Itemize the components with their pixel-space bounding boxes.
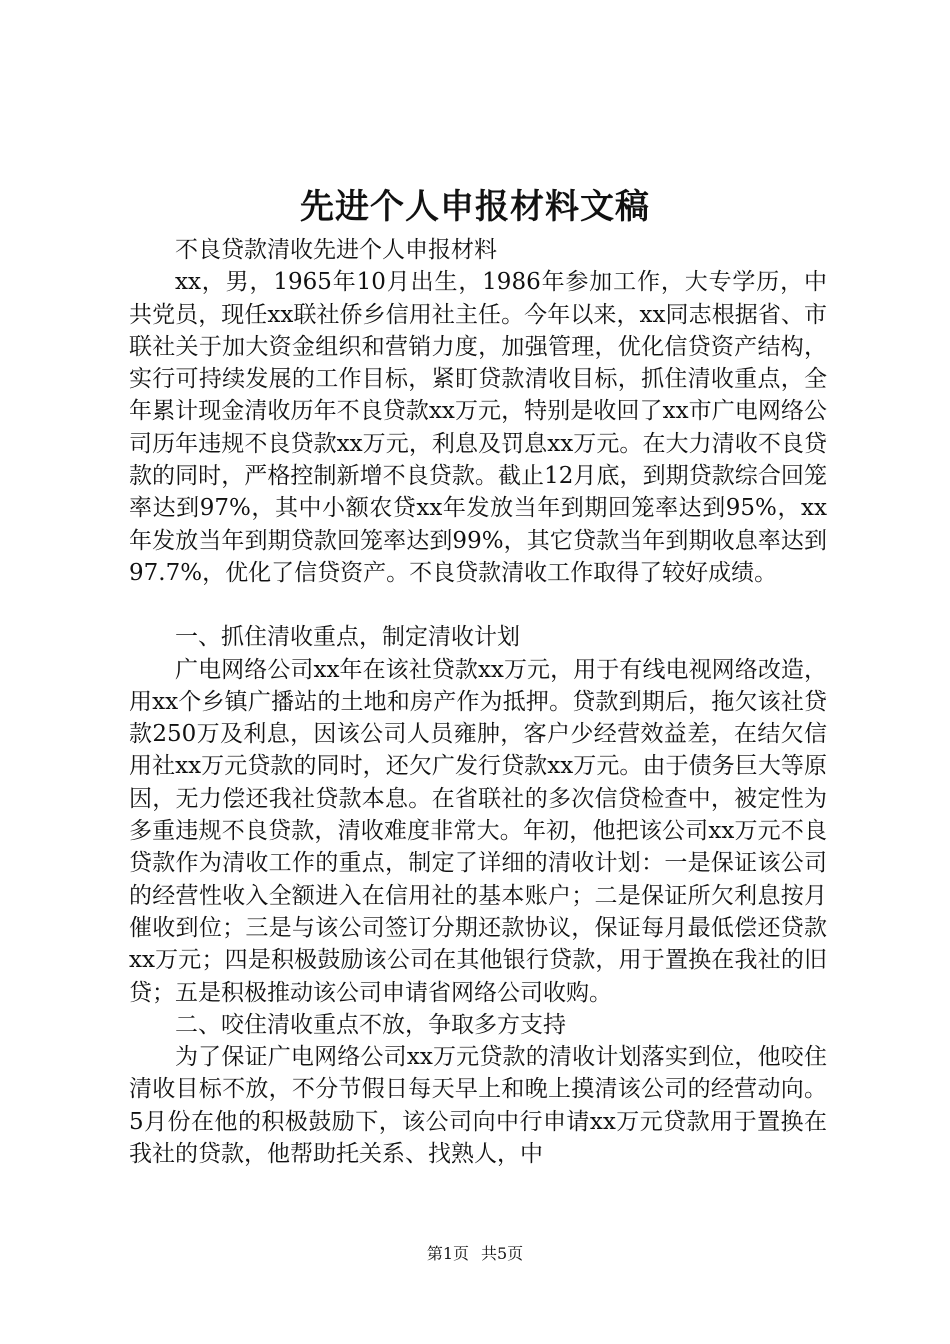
page-number: 第1页 <box>426 1244 469 1263</box>
paragraph-gap <box>129 589 827 621</box>
section-2-body: 为了保证广电网络公司xx万元贷款的清收计划落实到位，他咬住清收目标不放，不分节假日每天早上和晚上摸清该公司的经营动向。5月份在他的积极鼓励下，该公司向中行申请xx万元贷款用于置换在我社的贷款，他帮助托关系、找熟人，中 <box>129 1044 827 1168</box>
intro-paragraph: xx，男，1965年10月出生，1986年参加工作，大专学历，中共党员，现任xx联社侨乡信用社主任。今年以来，xx同志根据省、市联社关于加大资金组织和营销力度，加强管理，优化信贷资产结构，实行可持续发展的工作目标，紧盯贷款清收目标，抓住清收重点，全年累计现金清收历年不良贷款xx万元，特别是收回了xx市广电网络公司历年违规不良贷款xx万元，利息及罚息xx万元。在大力清收不良贷款的同时，严格控制新增不良贷款。截止12月底，到期贷款综合回笼率达到97%，其中小额农贷xx年发放当年到期回笼率达到95%，xx年发放当年到期贷款回笼率达到99%，其它贷款当年到期收息率达到97.7%，优化了信贷资产。不良贷款清收工作取得了较好成绩。 <box>129 269 827 586</box>
page-footer <box>0 1243 950 1265</box>
section-1-body: 广电网络公司xx年在该社贷款xx万元，用于有线电视网络改造，用xx个乡镇广播站的土地和房产作为抵押。贷款到期后，拖欠该社贷款250万及利息，因该公司人员雍肿，客户少经营效益差，在结欠信用社xx万元贷款的同时，还欠广发行贷款xx万元。由于债务巨大等原因，无力偿还我社贷款本息。在省联社的多次信贷检查中，被定性为多重违规不良贷款，清收难度非常大。年初，他把该公司xx万元不良贷款作为清收工作的重点，制定了详细的清收计划：一是保证该公司的经营性收入全额进入在信用社的基本账户；二是保证所欠利息按月催收到位；三是与该公司签订分期还款协议，保证每月最低偿还贷款xx万元；四是积极鼓励该公司在其他银行贷款，用于置换在我社的旧贷；五是积极推动该公司申请省网络公司收购。 <box>129 656 827 1006</box>
document-title: 先进个人申报材料文稿 <box>300 187 650 227</box>
subtitle-paragraph: 不良贷款清收先进个人申报材料 <box>175 237 497 263</box>
page-total: 共5页 <box>481 1244 524 1263</box>
section-1-heading: 一、抓住清收重点，制定清收计划 <box>175 624 520 651</box>
section-2-heading: 二、咬住清收重点不放，争取多方支持 <box>175 1011 566 1038</box>
document-body <box>129 234 827 1170</box>
